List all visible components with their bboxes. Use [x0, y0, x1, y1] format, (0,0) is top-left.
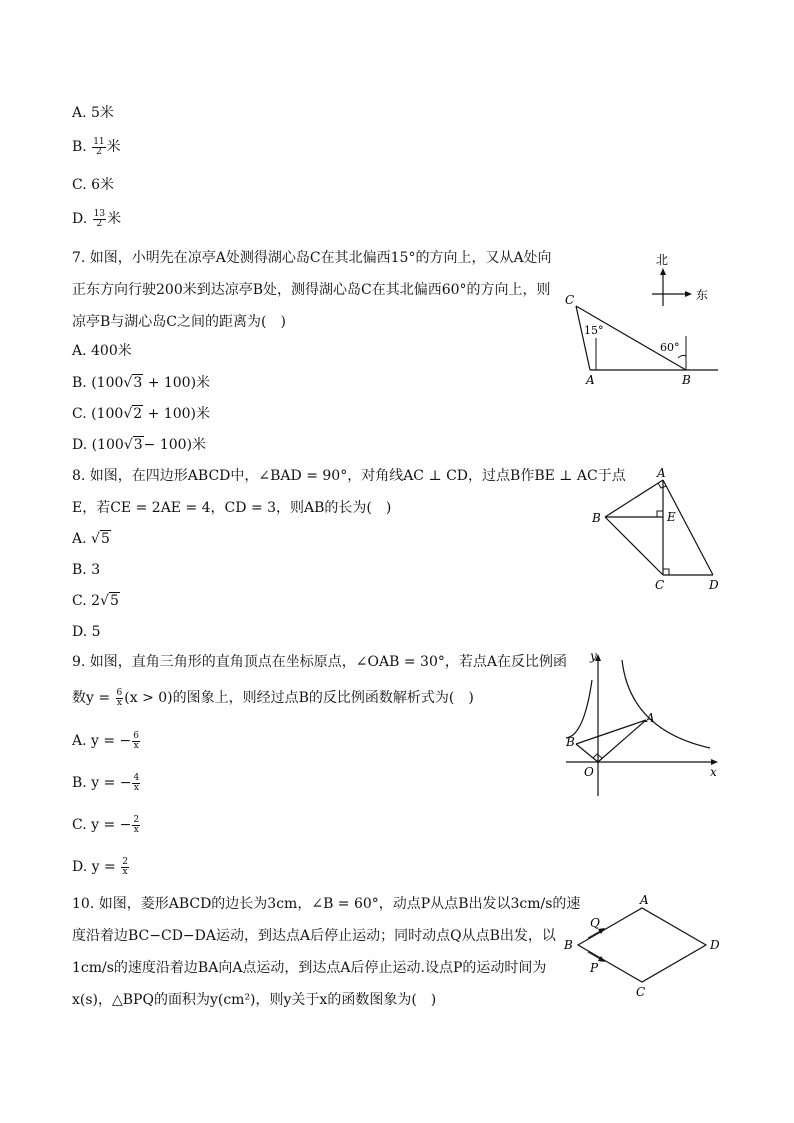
point-label-b: B: [682, 373, 691, 387]
point-label-d: D: [710, 938, 720, 952]
fraction: $\frac{6}{x}$: [116, 687, 123, 708]
q8-text-line-1: 8. 如图，在四边形ABCD中，∠BAD = 90°，对角线AC ⊥ CD，过点B作BE ⊥ AC于点: [72, 468, 626, 484]
right-angle-e: [657, 511, 663, 517]
segment-oa: [598, 720, 646, 762]
q8-option-a[interactable]: A. √5: [72, 528, 111, 550]
hyperbola-curve: [622, 660, 710, 748]
point-label-p: P: [590, 961, 599, 975]
axis-label-x: x: [710, 765, 717, 779]
q6-option-b[interactable]: B. $\frac{11}{2}$ 米: [72, 136, 121, 157]
point-label-c: C: [565, 293, 575, 307]
north-arrow-head: [660, 268, 666, 275]
q9-option-a[interactable]: A. y = − $\frac{6}{x}$: [72, 730, 140, 751]
sqrt: √3: [123, 437, 143, 453]
q9-option-b[interactable]: B. y = − $\frac{4}{x}$: [72, 772, 140, 793]
point-label-e: E: [667, 510, 676, 524]
segment-ob: [576, 744, 598, 762]
fraction: $\frac{13}{2}$: [93, 208, 106, 229]
q6-option-d[interactable]: D. $\frac{13}{2}$ 米: [72, 208, 122, 229]
q9-figure: [562, 650, 730, 800]
point-label-a: A: [586, 373, 595, 387]
q9-text-line-2: 数y = $\frac{6}{x}$ (x > 0)的图象上，则经过点B的反比例函数解析式为( ): [72, 687, 474, 708]
q8-option-c[interactable]: C. 2√5: [72, 590, 120, 612]
q7-figure: [560, 250, 730, 390]
segment-ab: [605, 480, 663, 517]
point-label-b: B: [592, 511, 601, 525]
q10-text-line-3: 1cm/s的速度沿着边BA向A点运动，到达点A后停止运动.设点P的运动时间为: [72, 960, 547, 976]
fraction: $\frac{11}{2}$: [93, 136, 105, 157]
q7-option-c[interactable]: C. (100√2 + 100)米: [72, 403, 210, 425]
q6-option-a[interactable]: A. 5米: [72, 105, 114, 121]
q7-text-line-2: 正东方向行驶200米到达凉亭B处，测得湖心岛C在其北偏西60°的方向上，则: [72, 282, 551, 298]
q8-text-line-2: E，若CE = 2AE = 4，CD = 3，则AB的长为( ): [72, 500, 392, 516]
segment-da: [663, 480, 713, 575]
point-label-b: B: [564, 938, 573, 952]
q10-text-line-4: x(s)，△BPQ的面积为y(cm²)，则y关于x的函数图象为( ): [72, 992, 437, 1008]
fraction: $\frac{2}{x}$: [133, 814, 140, 835]
angle-label-60: 60°: [660, 341, 680, 354]
q8-option-b[interactable]: B. 3: [72, 562, 101, 578]
right-angle-c: [663, 569, 669, 575]
point-label-a: A: [646, 711, 655, 725]
fraction: $\frac{2}{x}$: [122, 856, 128, 877]
q8-option-d[interactable]: D. 5: [72, 624, 101, 640]
sqrt: √3: [123, 375, 143, 391]
q7-option-d[interactable]: D. (100√3− 100)米: [72, 434, 206, 456]
axis-label-y: y: [590, 650, 597, 663]
point-label-c: C: [636, 985, 646, 999]
sqrt: √5: [91, 531, 110, 547]
segment-ab: [576, 720, 646, 744]
north-label: 北: [656, 253, 669, 267]
point-label-b: B: [566, 735, 575, 749]
sqrt: √2: [123, 406, 143, 422]
q7-option-a[interactable]: A. 400米: [72, 343, 132, 359]
q8-figure: [585, 465, 730, 595]
q10-text-line-2: 度沿着边BC−CD−DA运动，到达点A后停止运动；同时动点Q从点B出发，以: [72, 928, 556, 944]
q10-text-line-1: 10. 如图，菱形ABCD的边长为3cm，∠B = 60°，动点P从点B出发以3cm/s的速: [72, 896, 581, 912]
q7-text-line-1: 7. 如图，小明先在凉亭A处测得湖心岛C在其北偏西15°的方向上，又从A处向: [72, 250, 552, 266]
point-label-o: O: [584, 765, 594, 779]
east-label: 东: [696, 288, 709, 302]
q6-option-c[interactable]: C. 6米: [72, 177, 115, 193]
angle-arc-b: [678, 355, 686, 358]
q7-option-b[interactable]: B. (100√3 + 100)米: [72, 372, 210, 394]
segment-bc: [605, 517, 663, 575]
point-label-a: A: [640, 893, 649, 907]
east-arrow-head: [685, 291, 692, 297]
fraction: $\frac{6}{x}$: [133, 730, 140, 751]
q9-option-c[interactable]: C. y = − $\frac{2}{x}$: [72, 814, 140, 835]
point-label-c: C: [655, 578, 665, 592]
fraction: $\frac{4}{x}$: [133, 772, 140, 793]
q9-option-d[interactable]: D. y = $\frac{2}{x}$: [72, 856, 128, 877]
angle-label-15: 15°: [584, 324, 604, 337]
sqrt: √5: [100, 593, 119, 609]
q7-text-line-3: 凉亭B与湖心岛C之间的距离为( ): [72, 314, 286, 330]
point-label-d: D: [709, 578, 719, 592]
q9-text-line-1: 9. 如图，直角三角形的直角顶点在坐标原点，∠OAB = 30°，若点A在反比例函: [72, 654, 567, 670]
segment-ac: [576, 306, 590, 370]
point-label-a: A: [657, 466, 666, 480]
hyperbola-curve-b: [566, 680, 592, 738]
point-label-q: Q: [590, 916, 600, 930]
segment-bc: [576, 306, 686, 370]
q10-figure: [560, 890, 730, 1005]
